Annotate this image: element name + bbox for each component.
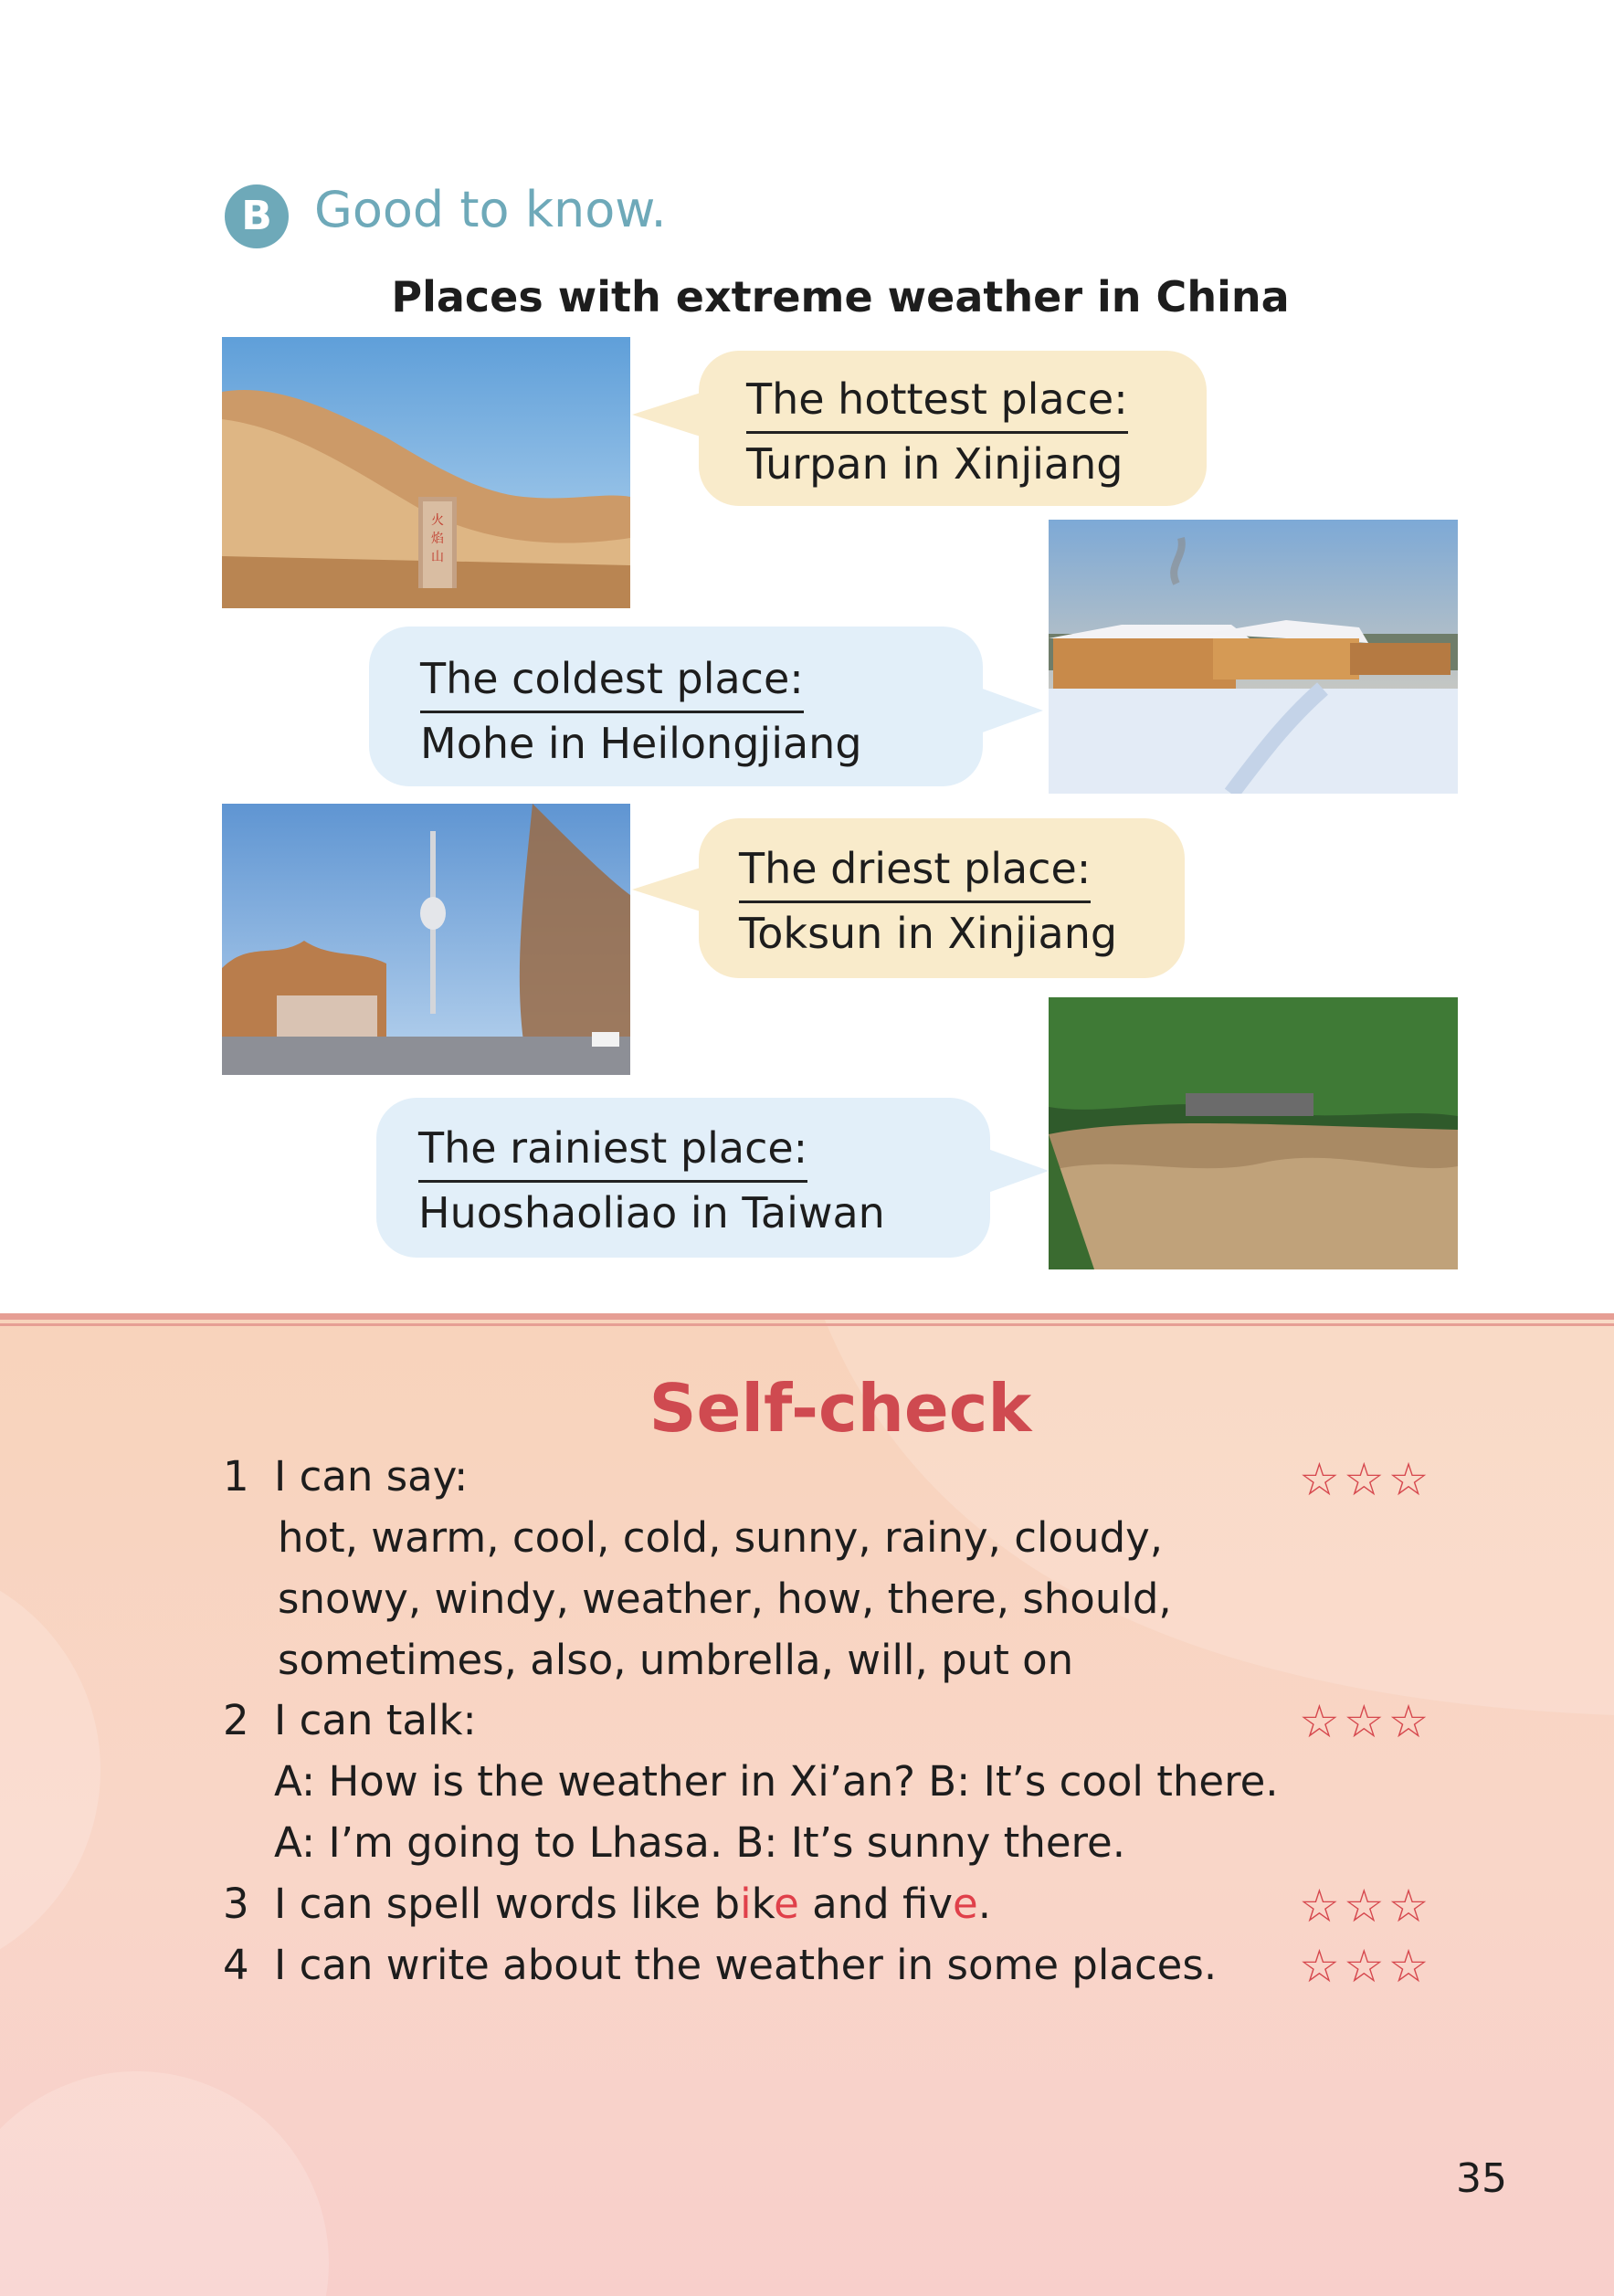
item-number: 2 <box>223 1696 249 1744</box>
rating-stars[interactable] <box>1299 1940 1429 1993</box>
star-icon[interactable]: ☆ <box>1299 1695 1340 1748</box>
place-value: Toksun in Xinjiang <box>739 909 1118 958</box>
star-icon[interactable]: ☆ <box>1387 1940 1429 1993</box>
speech-bubble-hottest <box>699 351 1207 506</box>
item-text: I can write about the weather in some places. <box>274 1941 1218 1989</box>
bubble-tail <box>983 1147 1049 1195</box>
place-value: Huoshaoliao in Taiwan <box>418 1188 885 1238</box>
flood-river-photo <box>1049 997 1458 1269</box>
item-number: 3 <box>223 1880 249 1928</box>
divider <box>0 1323 1614 1326</box>
rating-stars[interactable] <box>1299 1880 1429 1933</box>
section-title: Good to know. <box>314 181 667 238</box>
rating-stars[interactable] <box>1299 1453 1429 1506</box>
item-text: I can talk: <box>274 1696 477 1744</box>
star-icon[interactable]: ☆ <box>1387 1453 1429 1506</box>
desert-mountain-photo <box>222 337 630 608</box>
star-icon[interactable]: ☆ <box>1299 1940 1340 1993</box>
place-label: The rainiest place: <box>418 1118 807 1183</box>
star-icon[interactable]: ☆ <box>1343 1695 1385 1748</box>
svg-text:火: 火 <box>431 513 444 528</box>
star-icon[interactable]: ☆ <box>1387 1695 1429 1748</box>
item-line: A: How is the weather in Xi’an? B: It’s cool there. <box>274 1757 1279 1806</box>
svg-text:焰: 焰 <box>431 532 444 546</box>
item-text: I can spell words like bike and fve. <box>274 1880 992 1928</box>
place-value: Turpan in Xinjiang <box>746 439 1123 489</box>
place-value: Mohe in Heilongjiang <box>420 719 862 768</box>
speech-bubble-driest <box>699 818 1185 978</box>
city-tower-photo <box>222 804 630 1075</box>
place-label: The driest place: <box>739 838 1091 903</box>
bubble-tail <box>632 393 701 437</box>
item-line: snowy, windy, weather, how, there, should, <box>278 1575 1172 1623</box>
star-icon[interactable]: ☆ <box>1343 1880 1385 1933</box>
item-text: I can say: <box>274 1452 469 1501</box>
rating-stars[interactable] <box>1299 1695 1429 1748</box>
bubble-tail <box>977 687 1043 734</box>
page-number: 35 <box>1456 2155 1507 2202</box>
star-icon[interactable]: ☆ <box>1343 1453 1385 1506</box>
item-number: 4 <box>223 1941 249 1989</box>
place-label: The coldest place: <box>420 648 804 713</box>
star-icon[interactable]: ☆ <box>1299 1453 1340 1506</box>
star-icon[interactable]: ☆ <box>1387 1880 1429 1933</box>
star-icon[interactable]: ☆ <box>1299 1880 1340 1933</box>
item-line: hot, warm, cool, cold, sunny, rainy, cloudy, <box>278 1513 1164 1562</box>
self-check-title: Self-check <box>649 1370 1032 1447</box>
divider <box>0 1313 1614 1320</box>
item-line: sometimes, also, umbrella, will, put on <box>278 1636 1074 1684</box>
speech-bubble-coldest <box>369 627 983 786</box>
item-line: A: I’m going to Lhasa. B: It’s sunny there. <box>274 1818 1126 1867</box>
speech-bubble-rainiest <box>376 1098 990 1258</box>
place-label: The hottest place: <box>746 369 1128 434</box>
svg-text:山: 山 <box>431 550 444 564</box>
item-number: 1 <box>223 1452 249 1501</box>
subtitle: Places with extreme weather in China <box>391 272 1290 321</box>
star-icon[interactable]: ☆ <box>1343 1940 1385 1993</box>
bubble-tail <box>632 868 701 911</box>
section-badge: B <box>225 184 289 248</box>
snowy-village-photo <box>1049 520 1458 794</box>
